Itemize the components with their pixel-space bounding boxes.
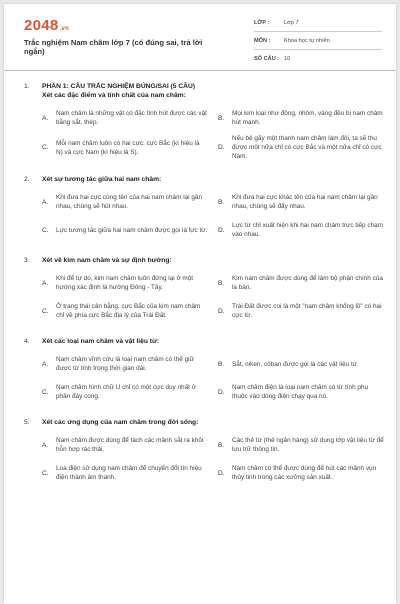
answer-option[interactable] — [42, 106, 208, 130]
document-title: Trắc nghiệm Nam châm lớp 7 (có đúng sai, trả lời ngắn) — [24, 38, 203, 56]
answer-option[interactable] — [218, 380, 384, 404]
meta-table — [254, 14, 382, 67]
option-letter: B. — [218, 198, 225, 206]
option-letter: C. — [42, 469, 49, 477]
option-text: Nam châm vĩnh cửu là loại nam châm có thể giữ được từ tính trong thời gian dài. — [56, 356, 194, 372]
option-letter: B. — [218, 279, 225, 287]
option-letter: D. — [218, 388, 225, 396]
option-letter: D. — [218, 226, 225, 234]
question-number: 2. — [24, 176, 30, 183]
document-header — [4, 4, 396, 71]
answer-options — [42, 271, 384, 323]
question-heading — [24, 337, 384, 346]
option-letter: D. — [218, 307, 225, 315]
meta-row-class — [254, 14, 382, 32]
option-text: Nam châm được dùng để tách các mảnh sắt ra khỏi hỗn hợp rác thải. — [56, 437, 204, 453]
option-text: Kim nam châm được dùng để làm bộ phận chính của la bàn. — [232, 275, 383, 291]
question-number: 4. — [24, 338, 30, 345]
question-title: Xét về kim nam châm và sự định hướng: — [42, 257, 172, 264]
question-title: Xét các ứng dụng của nam châm trong đời sống: — [42, 419, 199, 426]
option-text: Các thẻ từ (thẻ ngân hàng) sử dụng lớp vật liệu từ để lưu trữ thông tin. — [232, 437, 384, 453]
answer-options — [42, 190, 384, 242]
option-text: Nam châm có thể được dùng để hút các mảnh vụn thủy tinh trong các xưởng sản xuất. — [232, 465, 377, 481]
option-letter: B. — [218, 441, 225, 449]
question-title: Xét sự tương tác giữa hai nam châm: — [42, 176, 162, 183]
answer-option[interactable] — [42, 271, 208, 295]
question-number: 3. — [24, 257, 30, 264]
meta-value: 10 — [284, 55, 291, 62]
meta-label: MÔN : — [254, 37, 271, 44]
question-title: PHẦN 1: CÂU TRẮC NGHIỆM ĐÚNG/SAI (5 CÂU) — [42, 83, 196, 90]
option-text: Nam châm điện là loại nam châm có từ tính phụ thuộc vào dòng điện chạy qua nó. — [232, 384, 369, 400]
question-block — [24, 82, 384, 161]
answer-option[interactable] — [42, 134, 208, 161]
option-text: Lực từ chỉ xuất hiện khi hai nam châm trực tiếp chạm vào nhau. — [232, 222, 384, 238]
option-letter: D. — [218, 144, 225, 151]
question-heading — [24, 256, 384, 265]
meta-value: Lớp 7 — [284, 19, 299, 26]
question-heading — [24, 175, 384, 184]
option-letter: B. — [218, 114, 225, 122]
question-block — [24, 337, 384, 404]
option-letter: A. — [42, 441, 49, 449]
question-list — [24, 82, 384, 499]
answer-option[interactable] — [218, 271, 384, 295]
option-text: Nếu bẻ gãy một thanh nam châm làm đôi, ta sẽ thu được một nửa chỉ có cực Bắc và một nửa chỉ có cực Nam. — [232, 135, 382, 160]
meta-row-count — [254, 50, 382, 67]
meta-label: LỚP : — [254, 19, 270, 26]
question-heading — [24, 82, 384, 91]
answer-option[interactable] — [42, 461, 208, 485]
option-text: Khi để tự do, kim nam châm luôn đứng lại ở một hướng xác định là hướng Đông - Tây. — [56, 275, 194, 291]
option-letter: C. — [42, 388, 49, 396]
question-block — [24, 175, 384, 242]
answer-option[interactable] — [218, 461, 384, 485]
option-letter: A. — [42, 279, 49, 287]
answer-option[interactable] — [42, 380, 208, 404]
answer-option[interactable] — [218, 190, 384, 214]
option-letter: A. — [42, 198, 49, 206]
answer-option[interactable] — [42, 218, 208, 242]
option-text: Mọi kim loại như đồng, nhôm, vàng đều bị nam châm hút mạnh. — [232, 110, 383, 126]
answer-option[interactable] — [42, 190, 208, 214]
option-letter: C. — [42, 144, 49, 151]
option-letter: A. — [42, 114, 49, 122]
answer-option[interactable] — [42, 433, 208, 457]
option-text: Lực tương tác giữa hai nam châm được gọi là lực từ. — [56, 226, 208, 234]
option-text: Sắt, niken, côban được gọi là các vật liệu từ. — [232, 360, 359, 368]
option-text: Ở trạng thái cân bằng, cực Bắc của kim nam châm chỉ về phía cực Bắc địa lý của Trái Đất. — [56, 303, 201, 319]
answer-option[interactable] — [218, 299, 384, 323]
site-logo[interactable]: 2048.vn — [24, 17, 70, 34]
option-letter: B. — [218, 360, 225, 368]
option-letter: A. — [42, 360, 49, 368]
option-text: Nam châm là những vật có đặc tính hút được các vật bằng sắt, thép. — [56, 110, 207, 126]
option-letter: C. — [42, 226, 49, 234]
option-text: Trái Đất được coi là một "nam châm khổng lồ" có hai cực từ. — [232, 303, 382, 319]
answer-options — [42, 352, 384, 404]
option-letter: D. — [218, 469, 225, 477]
answer-options — [42, 433, 384, 485]
option-text: Loa điện sử dụng nam châm để chuyển đổi tín hiệu điện thành âm thanh. — [56, 465, 202, 481]
option-text: Khi đưa hai cực cùng tên của hai nam châm lại gần nhau, chúng sẽ hút nhau. — [56, 194, 203, 210]
option-text: Khi đưa hai cực khác tên của hai nam châm lại gần nhau, chúng sẽ đẩy nhau. — [232, 194, 378, 210]
option-text: Nam châm hình chữ U chỉ có một cực duy nhất ở phần đáy cong. — [56, 384, 196, 400]
answer-option[interactable] — [218, 218, 384, 242]
question-title: Xét các loại nam châm và vật liệu từ: — [42, 338, 160, 345]
question-number: 1. — [24, 83, 30, 90]
question-heading — [24, 418, 384, 427]
answer-options — [42, 106, 384, 161]
question-block — [24, 256, 384, 323]
option-letter: C. — [42, 307, 49, 315]
answer-option[interactable] — [218, 433, 384, 457]
answer-option[interactable] — [218, 134, 384, 161]
option-text: Mỗi nam châm luôn có hai cực: cực Bắc (kí hiệu là N) và cực Nam (kí hiệu là S). — [56, 139, 200, 156]
question-number: 5. — [24, 419, 30, 426]
answer-option[interactable] — [42, 299, 208, 323]
document-page — [4, 4, 396, 604]
meta-row-subject — [254, 32, 382, 50]
answer-option[interactable] — [42, 352, 208, 376]
question-prompt: Xét các đặc điểm và tính chất của nam châm: — [42, 92, 186, 99]
answer-option[interactable] — [218, 106, 384, 130]
question-block — [24, 418, 384, 485]
meta-value: Khoa học tự nhiên — [284, 37, 330, 44]
meta-label: SỐ CÂU : — [254, 55, 280, 62]
answer-option[interactable] — [218, 352, 384, 376]
